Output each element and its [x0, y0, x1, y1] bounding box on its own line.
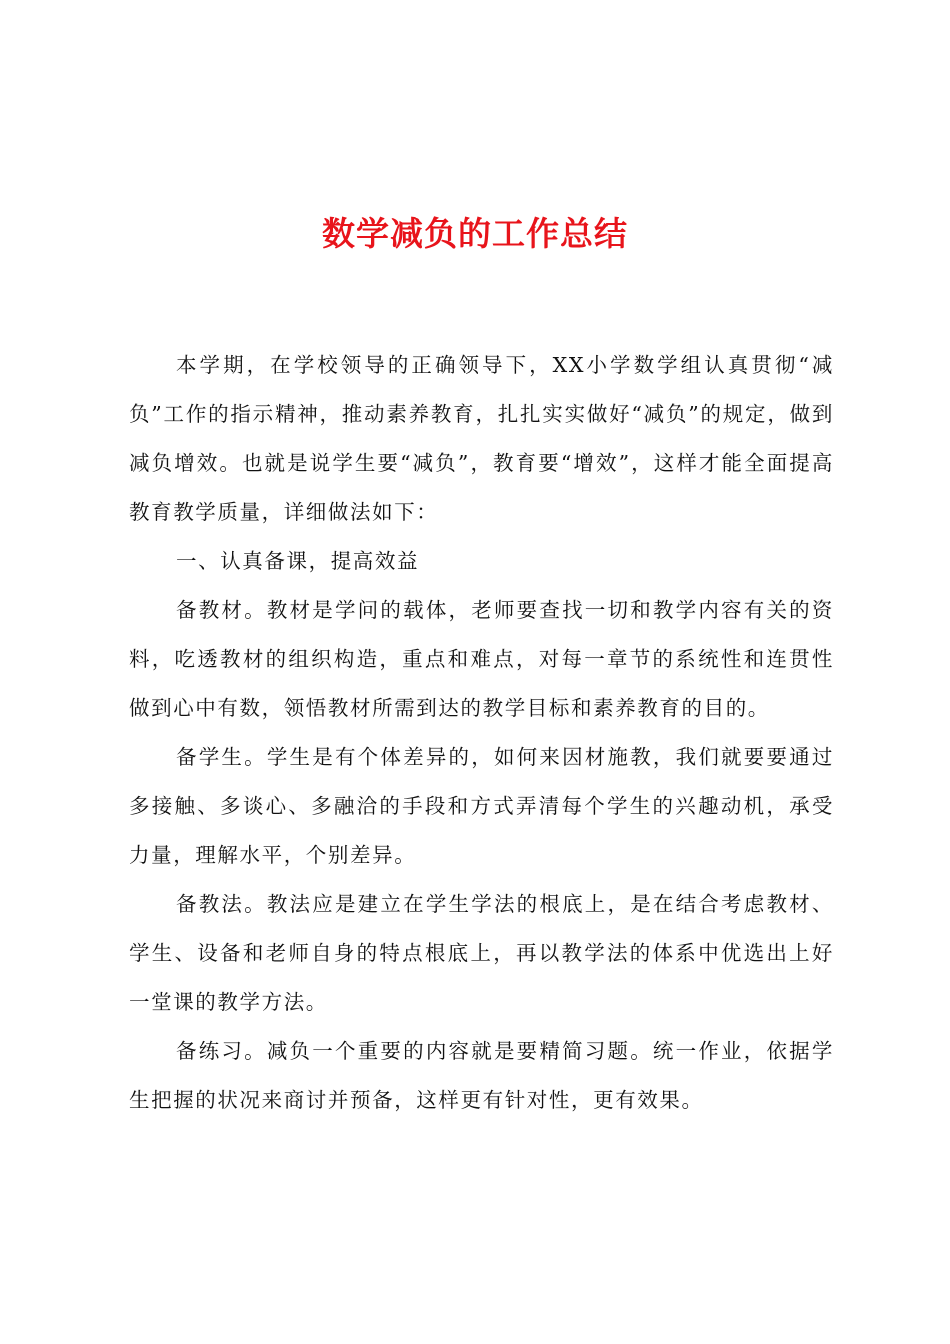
document-body [129, 341, 834, 1125]
document-title: 数学减负的工作总结 [322, 214, 628, 253]
paragraph-prepare-students: 备学生。学生是有个体差异的，如何来因材施教，我们就要要通过多接触、多谈心、多融洽的手段和方式弄清每个学生的兴趣动机，承受力量，理解水平，个别差异。 [129, 745, 834, 867]
paragraph-intro: 本学期，在学校领导的正确领导下，XX小学数学组认真贯彻“减负”工作的指示精神，推动素养教育，扎扎实实做好“减负”的规定，做到减负增效。也就是说学生要“减负”，教育要“增效”，这样才能全面提高教育教学质量，详细做法如下： [129, 353, 834, 524]
paragraph-prepare-materials: 备教材。教材是学问的载体，老师要查找一切和教学内容有关的资料，吃透教材的组织构造，重点和难点，对每一章节的系统性和连贯性做到心中有数，领悟教材所需到达的教学目标和素养教育的目的。 [129, 598, 834, 720]
paragraph-prepare-methods: 备教法。教法应是建立在学生学法的根底上，是在结合考虑教材、学生、设备和老师自身的特点根底上，再以教学法的体系中优选出上好一堂课的教学方法。 [129, 892, 834, 1014]
paragraph-prepare-exercises: 备练习。减负一个重要的内容就是要精简习题。统一作业，依据学生把握的状况来商讨并预备，这样更有针对性，更有效果。 [129, 1039, 834, 1112]
section-heading-1: 一、认真备课，提高效益 [176, 549, 420, 573]
